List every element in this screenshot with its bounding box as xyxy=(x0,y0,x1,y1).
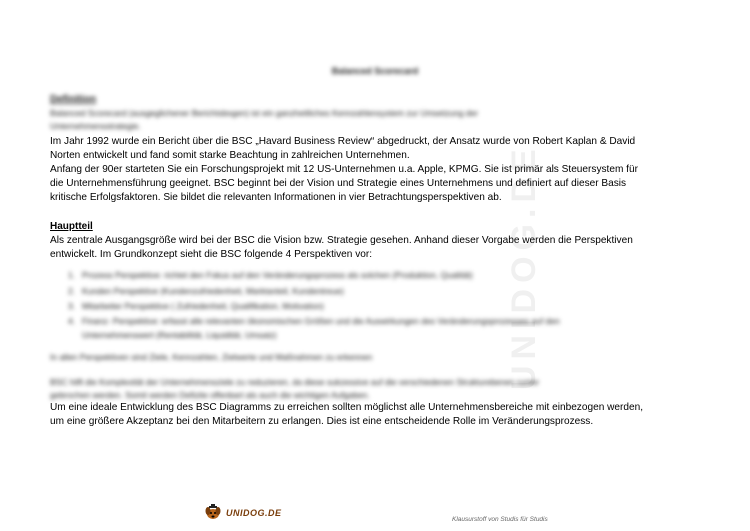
main-text-line: entwickelt. Im Grundkonzept sieht die BSC folgende 4 Perspektiven vor: xyxy=(50,249,373,260)
definition-text-line: kritische Erfolgsfaktoren. Sie bildet die relevanten Informationen in vier Betrachtungsperspektiven ab. xyxy=(50,192,502,203)
item-text: Prozess Perspektive: richtet den Fokus auf den Veränderungsprozess als solchen (Produktion, Qualität) xyxy=(82,270,473,280)
definition-text-line: die Unternehmensführung geeignet. BSC beginnt bei der Vision und Strategie eines Unternehmens und definiert auf dieser Basis xyxy=(50,178,627,189)
definition-blurred-line: Unternehmensstrategie. xyxy=(50,121,141,131)
item-text: Mitarbeiter Perspektive ( Zufriedenheit, Qualifikation, Motivation) xyxy=(82,301,324,311)
item-text: Finanz- Perspektive: erfasst alle relevanten ökonomischen Größen und die Auswirkungen des Veränderungsprozesses auf den xyxy=(82,316,560,326)
definition-text-line: Im Jahr 1992 wurde ein Bericht über die BSC „Havard Business Review“ abgedruckt, der Ansatz wurde von Robert Kaplan & David xyxy=(50,136,636,147)
main-blurred-line: BSC hilft die Komplexität der Unternehmensziele zu reduzieren, da diese sukzessive auf die verschiedenen Strukturebenen runter xyxy=(50,377,540,387)
perspective-item xyxy=(68,330,277,340)
perspective-item xyxy=(68,286,344,296)
document-title: Balanced Scorecard xyxy=(331,66,419,76)
perspective-item xyxy=(68,316,560,326)
definition-heading: Definition xyxy=(50,94,97,105)
watermark: UNIDOG.DE xyxy=(505,143,543,390)
footer-tagline: Klausurstoff von Studis für Studis xyxy=(452,516,548,523)
closing-text-line: Um eine ideale Entwicklung des BSC Diagramms zu erreichen sollten möglichst alle Unternehmensbereiche mit einbezogen werden, xyxy=(50,402,644,413)
logo-text: UNIDOG.DE xyxy=(226,508,282,518)
perspective-item xyxy=(68,301,324,311)
item-text: Unternehmenswert (Rentabilität, Liquidität, Umsatz) xyxy=(82,330,277,340)
main-blurred-line: gebrochen werden. Somit werden Defizite offenbart als auch die wichtigen Aufgaben. xyxy=(50,390,370,400)
main-blurred-line: In allen Perspektiven sind Ziele, Kennzahlen, Zielwerte und Maßnahmen zu erkennen xyxy=(50,352,373,362)
item-number: 4. xyxy=(68,316,76,326)
dog-icon xyxy=(203,503,223,523)
main-text-line: Als zentrale Ausgangsgröße wird bei der BSC die Vision bzw. Strategie gesehen. Anhand dieser Vorgabe werden die Perspektiven xyxy=(50,235,633,246)
main-heading: Hauptteil xyxy=(50,221,93,232)
definition-text-line: Norten entwickelt und fand somit starke Beachtung in zahlreichen Unternehmen. xyxy=(50,150,410,161)
item-number: 1. xyxy=(68,270,76,280)
perspective-item xyxy=(68,270,473,280)
item-text: Kunden Perspektive (Kundenzufriedenheit, Marktanteil, Kundentreue) xyxy=(82,286,344,296)
definition-text-line: Anfang der 90er starteten Sie ein Forschungsprojekt mit 12 US-Unternehmen u.a. Apple, KPMG. Sie ist primär als Steuersystem für xyxy=(50,164,638,175)
footer-logo xyxy=(203,503,282,523)
item-number: 2. xyxy=(68,286,76,296)
closing-text-line: um eine größere Akzeptanz bei den Mitarbeitern zu erlangen. Dies ist eine entscheidende Rolle im Veränderungsprozess. xyxy=(50,416,594,427)
item-number: 3. xyxy=(68,301,76,311)
definition-blurred-line: Balanced Scorecard (ausgeglichener Berichtsbogen) ist ein ganzheitliches Kennzahlensystem zur Umsetzung der xyxy=(50,108,479,118)
